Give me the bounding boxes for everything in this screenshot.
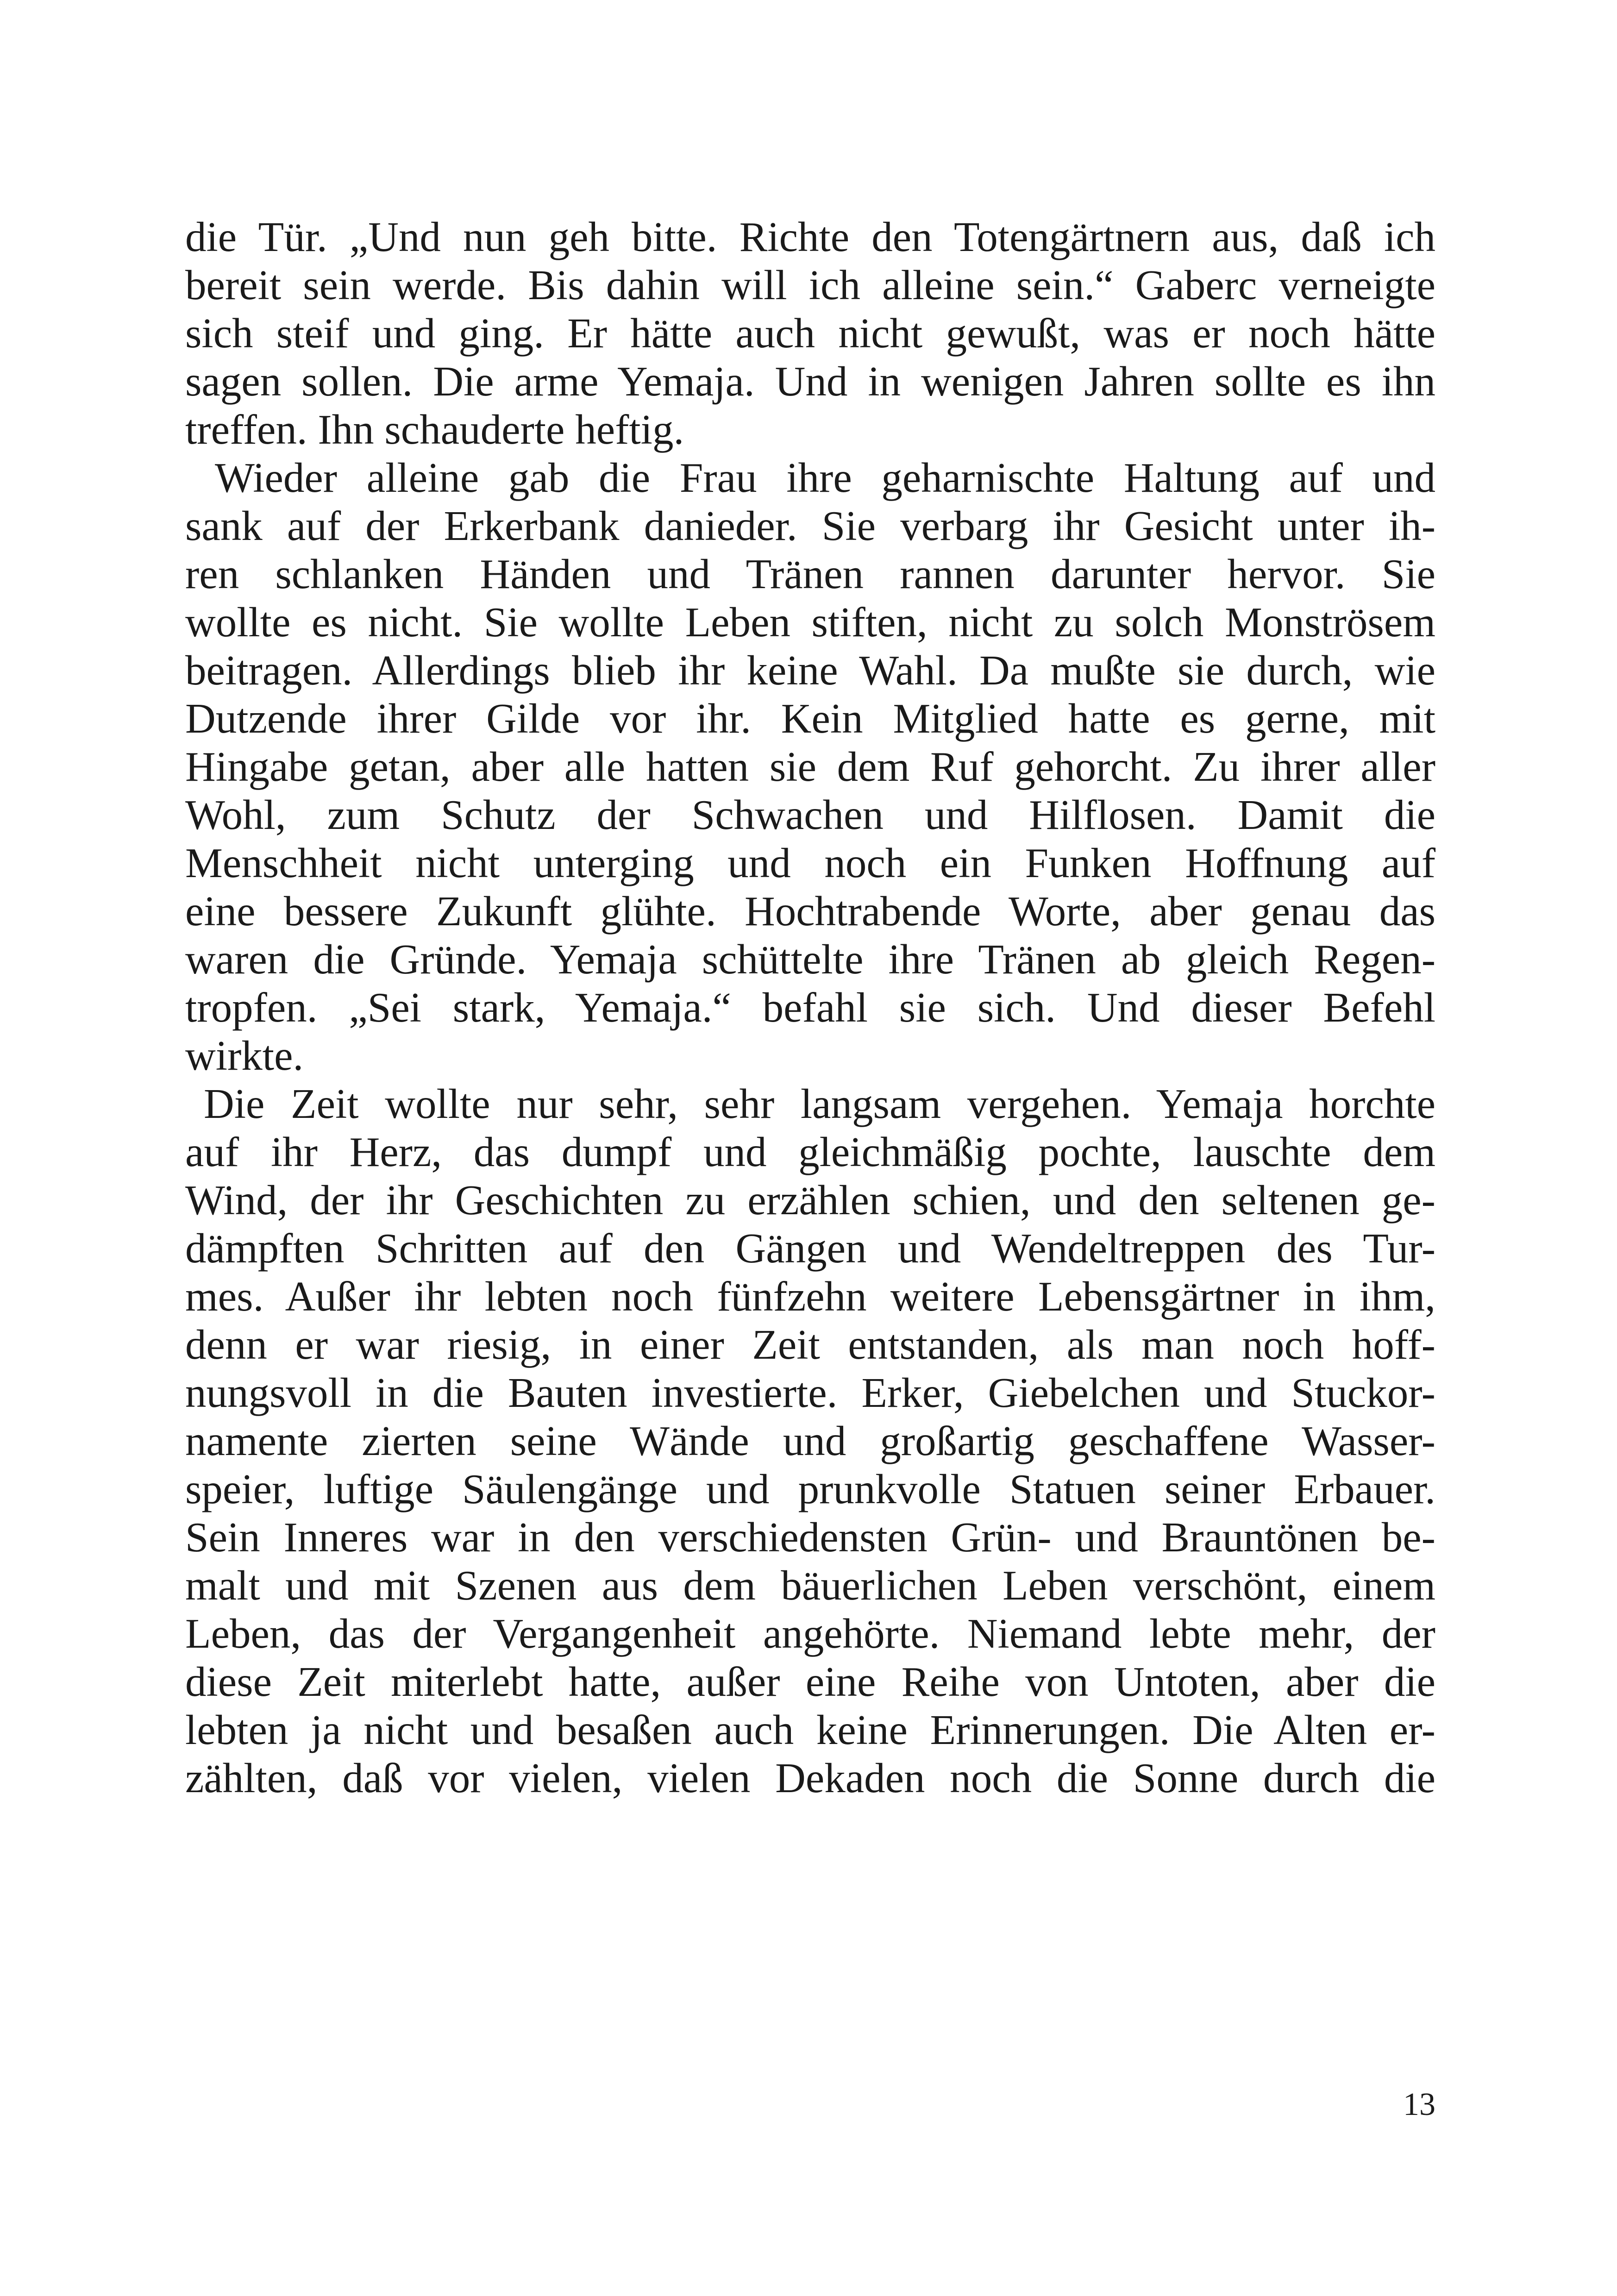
text-line: nungsvoll in die Bauten investierte. Erker, Giebelchen und Stuckor- [185, 1369, 1435, 1416]
text-line: Wohl, zum Schutz der Schwachen und Hilflosen. Damit die [185, 791, 1435, 838]
text-line: Wind, der ihr Geschichten zu erzählen schien, und den seltenen ge- [185, 1177, 1435, 1223]
text-line: namente zierten seine Wände und großartig geschaffene Wasser- [185, 1418, 1435, 1464]
text-line: lebten ja nicht und besaßen auch keine Erinnerungen. Die Alten er- [185, 1706, 1435, 1753]
text-line: malt und mit Szenen aus dem bäuerlichen Leben verschönt, einem [185, 1562, 1435, 1609]
body-text [185, 213, 1435, 1802]
text-line: mes. Außer ihr lebten noch fünfzehn weitere Lebensgärtner in ihm, [185, 1273, 1435, 1320]
text-line: wollte es nicht. Sie wollte Leben stiften, nicht zu solch Monströsem [185, 599, 1435, 646]
text-line: sagen sollen. Die arme Yemaja. Und in wenigen Jahren sollte es ihn [185, 358, 1435, 405]
text-line: treffen. Ihn schauderte heftig. [185, 406, 684, 453]
text-line: Leben, das der Vergangenheit angehörte. Niemand lebte mehr, der [185, 1610, 1435, 1657]
text-line: sank auf der Erkerbank danieder. Sie verbarg ihr Gesicht unter ih- [185, 502, 1435, 549]
text-line: ren schlanken Händen und Tränen rannen darunter hervor. Sie [185, 551, 1435, 597]
text-line: Sein Inneres war in den verschiedensten Grün- und Brauntönen be- [185, 1514, 1435, 1561]
text-line: zählten, daß vor vielen, vielen Dekaden noch die Sonne durch die [185, 1755, 1435, 1801]
text-line: Menschheit nicht unterging und noch ein Funken Hoffnung auf [185, 840, 1435, 886]
text-line: die Tür. „Und nun geh bitte. Richte den Totengärtnern aus, daß ich [185, 213, 1435, 260]
text-line: Wieder alleine gab die Frau ihre geharnischte Haltung auf und [215, 454, 1435, 501]
text-line: Die Zeit wollte nur sehr, sehr langsam vergehen. Yemaja horchte [204, 1080, 1435, 1127]
text-line: wirkte. [185, 1032, 304, 1079]
text-line: beitragen. Allerdings blieb ihr keine Wahl. Da mußte sie durch, wie [185, 647, 1435, 694]
text-line: denn er war riesig, in einer Zeit entstanden, als man noch hoff- [185, 1321, 1435, 1368]
text-line: Hingabe getan, aber alle hatten sie dem Ruf gehorcht. Zu ihrer aller [185, 743, 1435, 790]
text-line: bereit sein werde. Bis dahin will ich alleine sein.“ Gaberc verneigte [185, 262, 1435, 308]
text-line: auf ihr Herz, das dumpf und gleichmäßig pochte, lauschte dem [185, 1129, 1435, 1175]
text-line: waren die Gründe. Yemaja schüttelte ihre Tränen ab gleich Regen- [185, 936, 1435, 983]
text-line: dämpften Schritten auf den Gängen und Wendeltreppen des Tur- [185, 1225, 1435, 1272]
text-line: Dutzende ihrer Gilde vor ihr. Kein Mitglied hatte es gerne, mit [185, 695, 1435, 742]
text-line: diese Zeit miterlebt hatte, außer eine Reihe von Untoten, aber die [185, 1658, 1435, 1705]
text-line: eine bessere Zukunft glühte. Hochtrabende Worte, aber genau das [185, 888, 1435, 935]
text-line: speier, luftige Säulengänge und prunkvolle Statuen seiner Erbauer. [185, 1466, 1435, 1512]
page-number: 13 [1403, 2087, 1435, 2122]
text-line: tropfen. „Sei stark, Yemaja.“ befahl sie sich. Und dieser Befehl [185, 984, 1435, 1031]
text-line: sich steif und ging. Er hätte auch nicht gewußt, was er noch hätte [185, 310, 1435, 357]
